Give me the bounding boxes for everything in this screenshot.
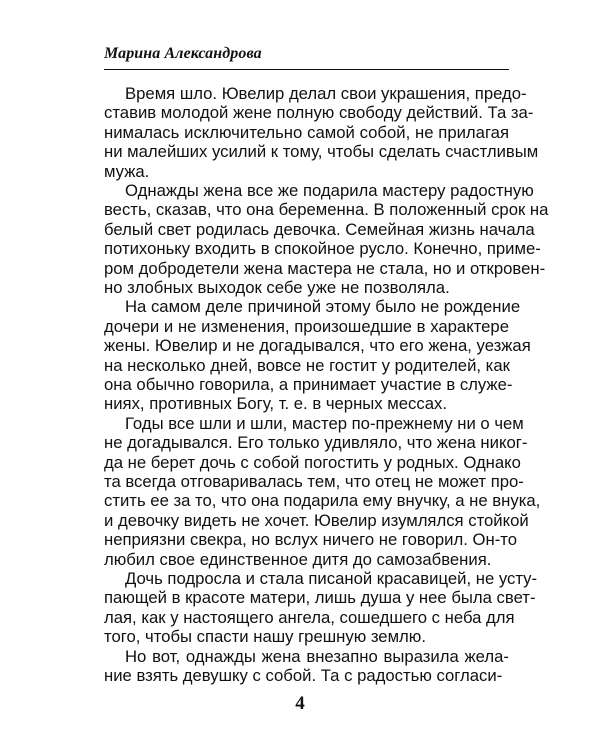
text-line: ставив молодой жене полную свободу действий. Та за- [104,103,534,123]
text-line: Дочь подросла и стала писаной красавицей, не усту- [125,569,538,588]
text-line: лая, как у настоящего ангела, сошедшего с неба для [104,607,515,627]
text-line: На самом деле причиной этому было не рождение [125,297,521,317]
text-line: Но вот, однажды жена внезапно выразила жела- [125,646,509,666]
text-line: она обычно говорила, а принимает участие в служе- [104,375,513,394]
text-line: мужа. [104,161,150,181]
text-line: неприязни свекра, но вслух ничего не говорил. Он-то [104,530,517,550]
text-line: жены. Ювелир и не догадывался, что его жена, уезжая [104,336,531,356]
text-line: весть, сказав, что она беременна. В положенный срок на [104,200,549,220]
text-line: ниях, противных Богу, т. е. в черных мессах. [104,394,447,414]
text-line: того, чтобы спасти нашу грешную землю. [104,627,426,647]
text-line: пающей в красоте матери, лишь душа у нее была свет- [104,588,536,608]
header-rule [104,69,509,70]
text-line: Годы все шли и шли, мастер по-прежнему ни о чем [125,413,524,433]
text-line: и девочку видеть не хочет. Ювелир изумлялся стойкой [104,510,529,530]
text-line: та всегда отговаривалась тем, что отец не может про- [104,472,524,491]
text-line: Однажды жена все же подарила мастеру радостную [125,181,534,200]
text-line: ние взять девушку с собой. Та с радостью согласи- [104,666,503,685]
text-line: дочери и не изменения, произошедшие в характере [104,316,509,336]
text-line: стить ее за то, что она подарила ему внучку, а не внука, [104,491,541,511]
text-line: потихоньку входить в спокойное русло. Конечно, приме- [104,239,541,259]
text-line: ром добродетели жена мастера не стала, но и откровен- [104,258,546,278]
text-line: белый свет родилась девочка. Семейная жизнь начала [104,219,535,239]
text-line: нималась исключительно самой собой, не прилагая [104,122,509,142]
text-line: любил свое единственное дитя до самозабвения. [104,549,492,569]
page-number: 4 [295,693,305,715]
text-line: ни малейших усилий к тому, чтобы сделать счастливым [104,142,539,162]
text-line: но злобных выходок себе уже не позволяла. [104,278,450,297]
text-line: да не берет дочь с собой погостить у родных. Однако [104,452,521,472]
text-line: не догадывался. Его только удивляло, что жена никог- [104,433,528,453]
text-line: Время шло. Ювелир делал свои украшения, предо- [125,84,527,103]
text-line: на несколько дней, вовсе не гостит у родителей, как [104,355,510,375]
running-head-author: Марина Александрова [104,45,262,62]
